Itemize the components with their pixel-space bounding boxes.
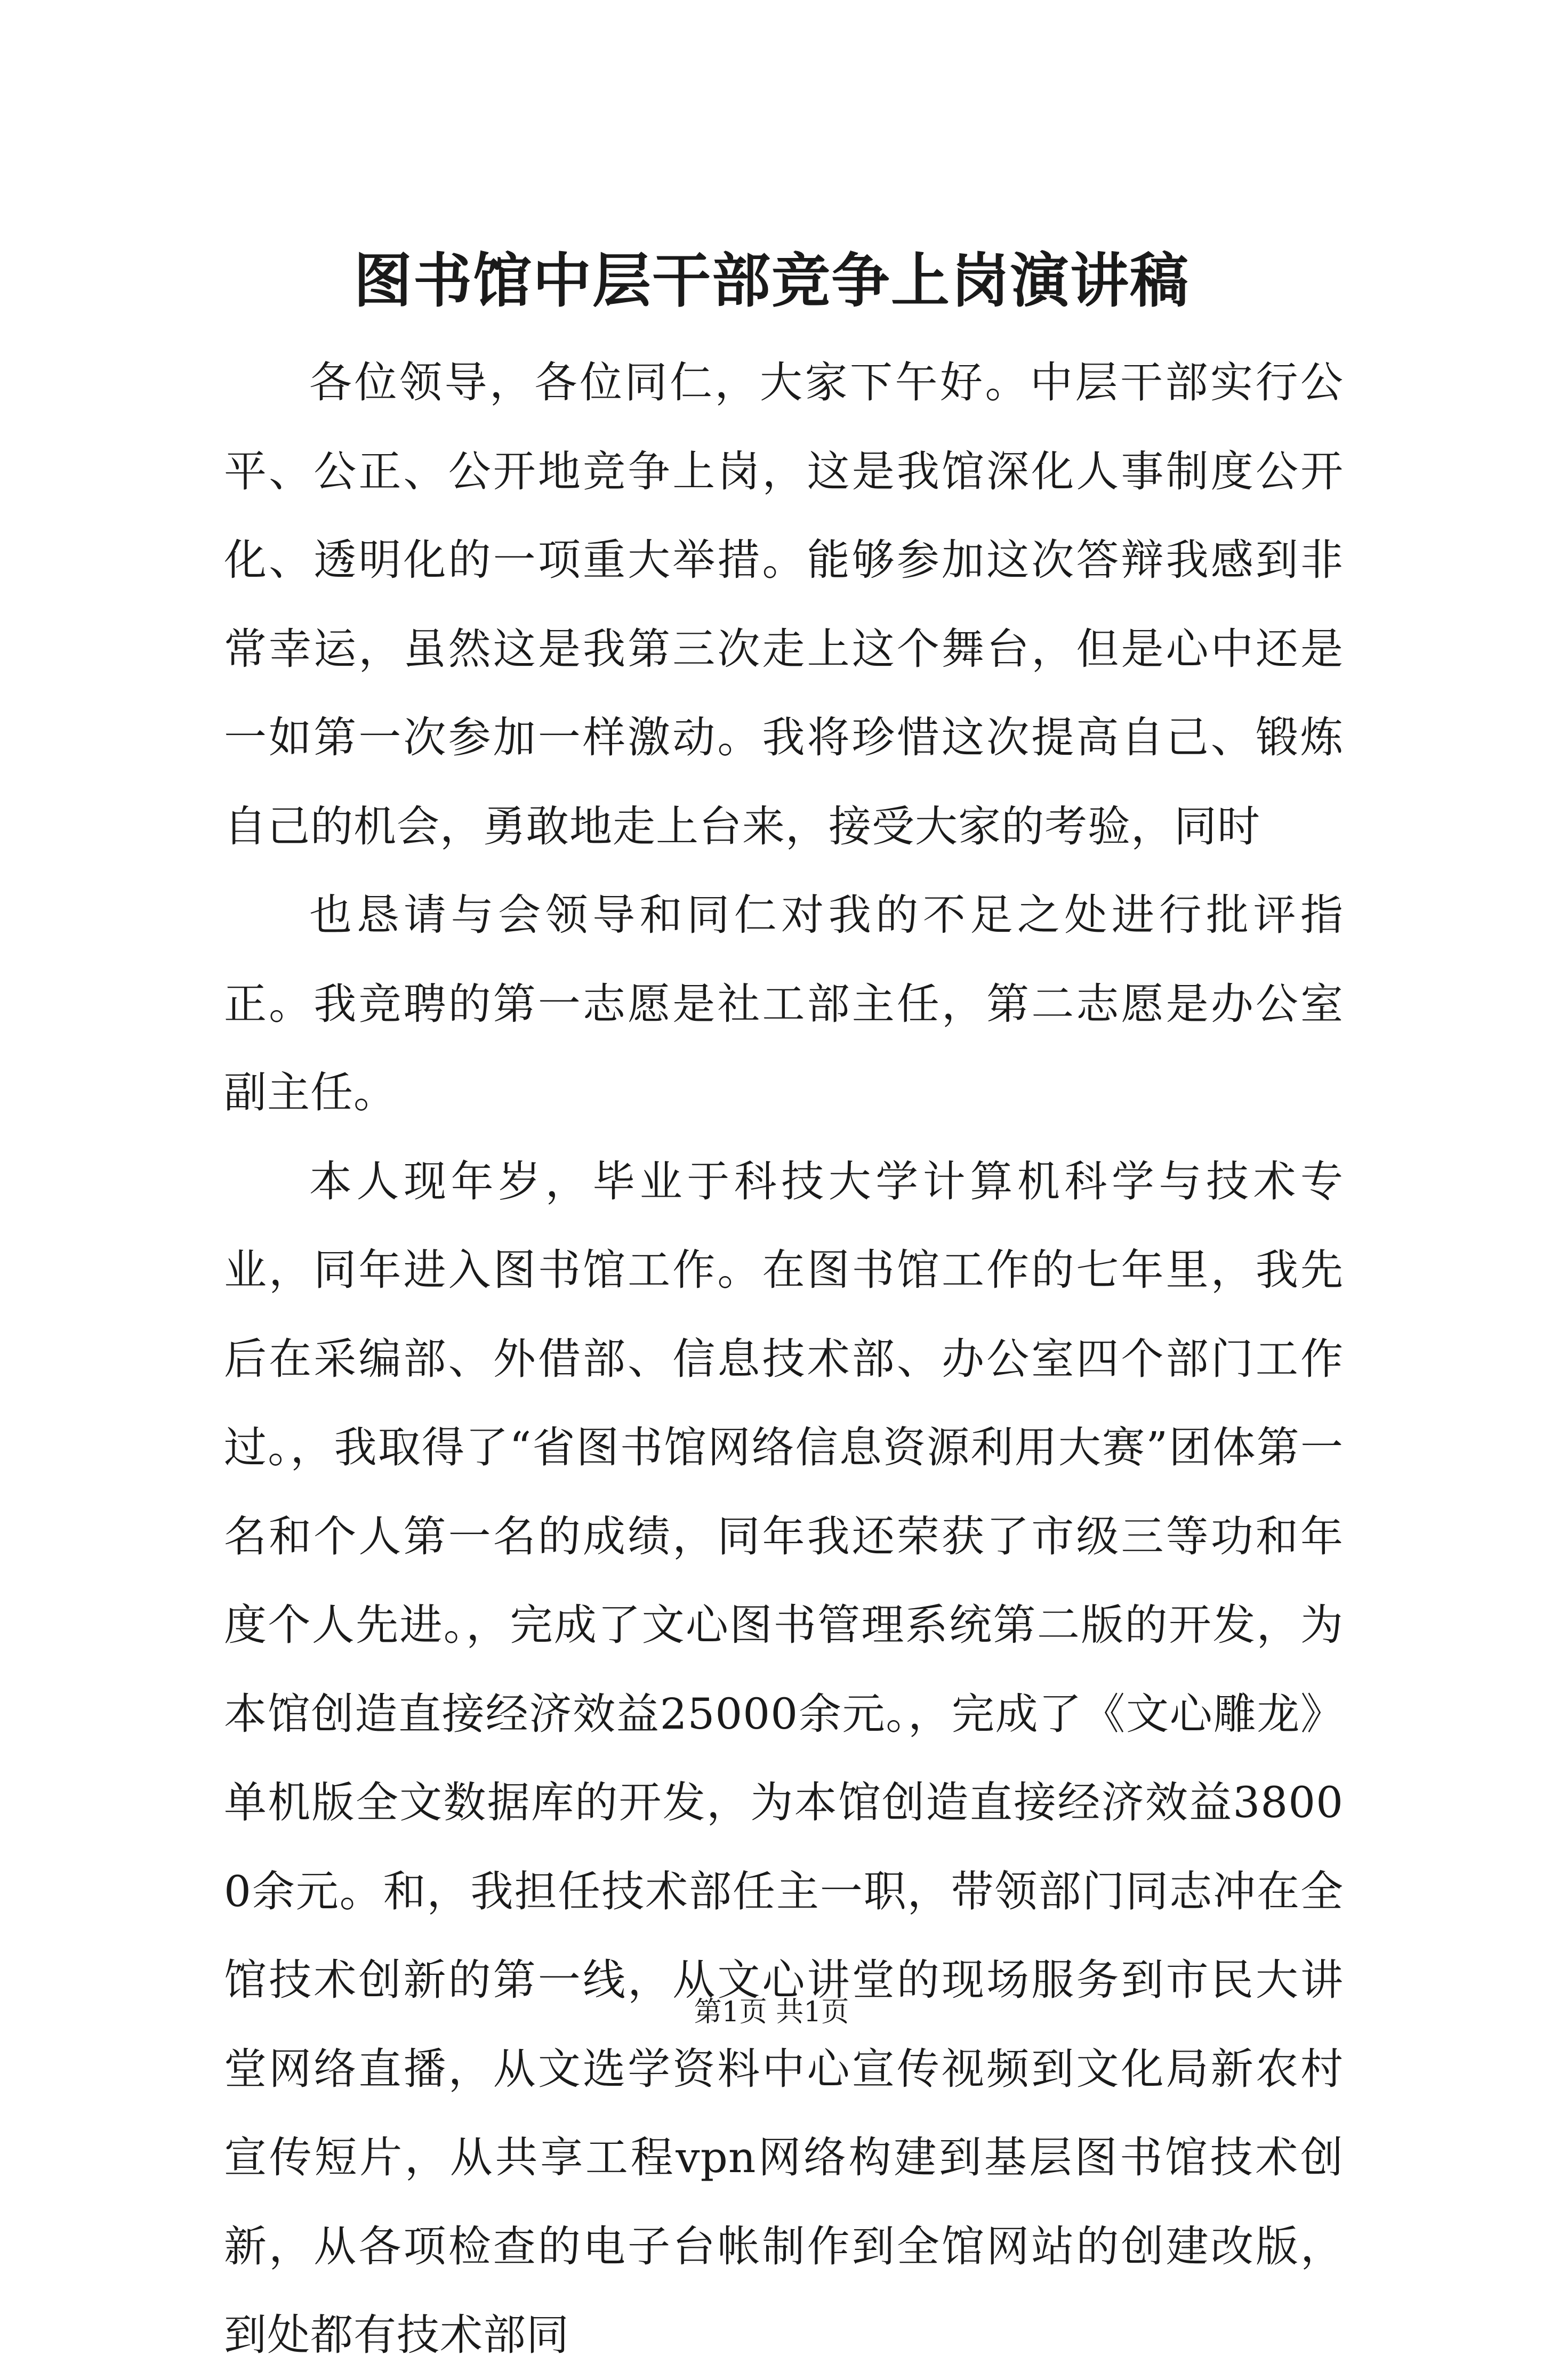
- document-title: 图书馆中层干部竞争上岗演讲稿: [353, 246, 1190, 315]
- paragraph-3: 本人现年岁，毕业于科技大学计算机科学与技术专业，同年进入图书馆工作。在图书馆工作的七年里，我先后在采编部、外借部、信息技术部、办公室四个部门工作过。，我取得了“省图书馆网络信息资源利用大赛”团体第一名和个人第一名的成绩，同年我还荣获了市级三等功和年度个人先进。，完成了文心图书管理系统第二版的开发，为本馆创造直接经济效益25000余元。，完成了《文心雕龙》单机版全文数据库的开发，为本馆创造直接经济效益38000余元。和，我担任技术部任主一职，带领部门同志冲在全馆技术创新的第一线，从文心讲堂的现场服务到市民大讲堂网络直播，从文选学资料中心宣传视频到文化局新农村宣传短片，从共享工程vpn网络构建到基层图书馆技术创新，从各项检查的电子台帐制作到全馆网站的创建改版，到处都有技术部同: [224, 1156, 1344, 2360]
- paragraph-2: 也恳请与会领导和同仁对我的不足之处进行批评指正。我竞聘的第一志愿是社工部主任，第二志愿是办公室副主任。: [224, 890, 1344, 1117]
- paragraph-1: 各位领导，各位同仁，大家下午好。中层干部实行公平、公正、公开地竞争上岗，这是我馆深化人事制度公开化、透明化的一项重大举措。能够参加这次答辩我感到非常幸运，虽然这是我第三次走上这个舞台，但是心中还是一如第一次参加一样激动。我将珍惜这次提高自己、锻炼自己的机会，勇敢地走上台来，接受大家的考验，同时: [224, 358, 1344, 851]
- document-body: [224, 338, 1344, 2380]
- page-footer: 第1页 共1页: [694, 1996, 849, 2028]
